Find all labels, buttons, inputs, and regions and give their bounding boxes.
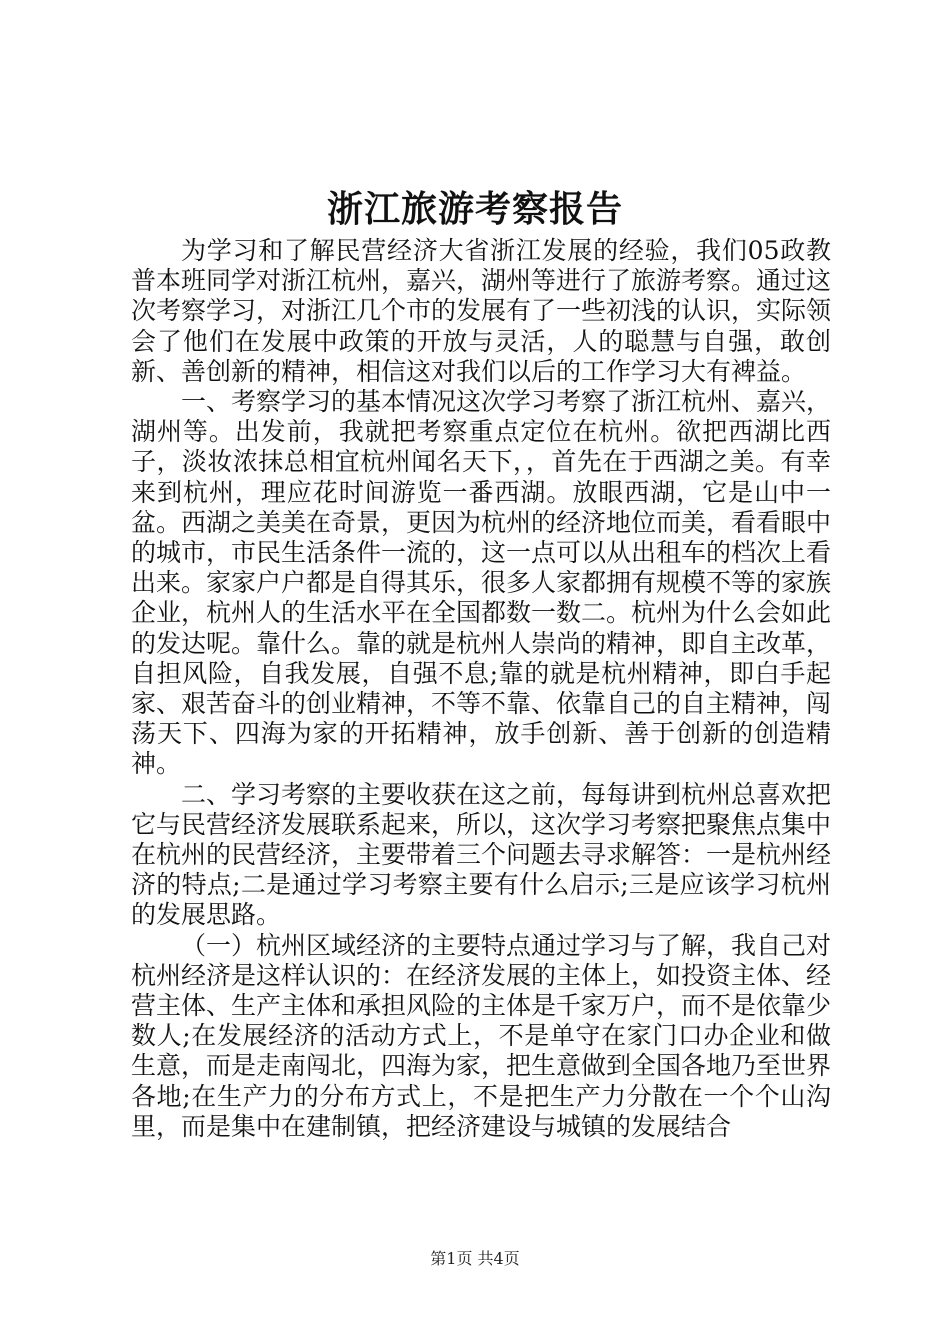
paragraph-intro: 为学习和了解民营经济大省浙江发展的经验，我们05政教普本班同学对浙江杭州，嘉兴，湖州等进行了旅游考察。通过这次考察学习，对浙江几个市的发展有了一些初浅的认识，实际领会了他们在发展中政策的开放与灵活，人的聪慧与自强，敢创新、善创新的精神，相信这对我们以后的工作学习大有裨益。 bbox=[131, 236, 832, 386]
paragraph-section-1: 一、考察学习的基本情况这次学习考察了浙江杭州、嘉兴，湖州等。出发前，我就把考察重点定位在杭州。欲把西湖比西子，淡妆浓抹总相宜杭州闻名天下，，首先在于西湖之美。有幸来到杭州，理应花时间游览一番西湖。放眼西湖，它是山中一盆。西湖之美美在奇景，更因为杭州的经济地位而美，看看眼中的城市，市民生活条件一流的，这一点可以从出租车的档次上看出来。家家户户都是自得其乐，很多人家都拥有规模不等的家族企业，杭州人的生活水平在全国都数一数二。杭州为什么会如此的发达呢。靠什么。靠的就是杭州人崇尚的精神，即自主改革，自担风险，自我发展，自强不息;靠的就是杭州精神，即白手起家、艰苦奋斗的创业精神，不等不靠、依靠自己的自主精神，闯荡天下、四海为家的开拓精神，放手创新、善于创新的创造精神。 bbox=[131, 387, 832, 779]
page-footer: 第1页 共4页 bbox=[430, 1249, 520, 1268]
paragraph-subsection-1: （一）杭州区域经济的主要特点通过学习与了解，我自己对杭州经济是这样认识的：在经济发展的主体上，如投资主体、经营主体、生产主体和承担风险的主体是千家万户，而不是依靠少数人;在发展经济的活动方式上，不是单守在家门口办企业和做生意，而是走南闯北，四海为家，把生意做到全国各地乃至世界各地;在生产力的分布方式上，不是把生产力分散在一个个山沟里，而是集中在建制镇，把经济建设与城镇的发展结合 bbox=[131, 930, 832, 1141]
document-body bbox=[131, 236, 831, 1142]
document-title: 浙江旅游考察报告 bbox=[326, 188, 623, 230]
paragraph-section-2: 二、学习考察的主要收获在这之前，每每讲到杭州总喜欢把它与民营经济发展联系起来，所以，这次学习考察把聚焦点集中在杭州的民营经济，主要带着三个问题去寻求解答：一是杭州经济的特点;二是通过学习考察主要有什么启示;三是应该学习杭州的发展思路。 bbox=[131, 779, 832, 930]
